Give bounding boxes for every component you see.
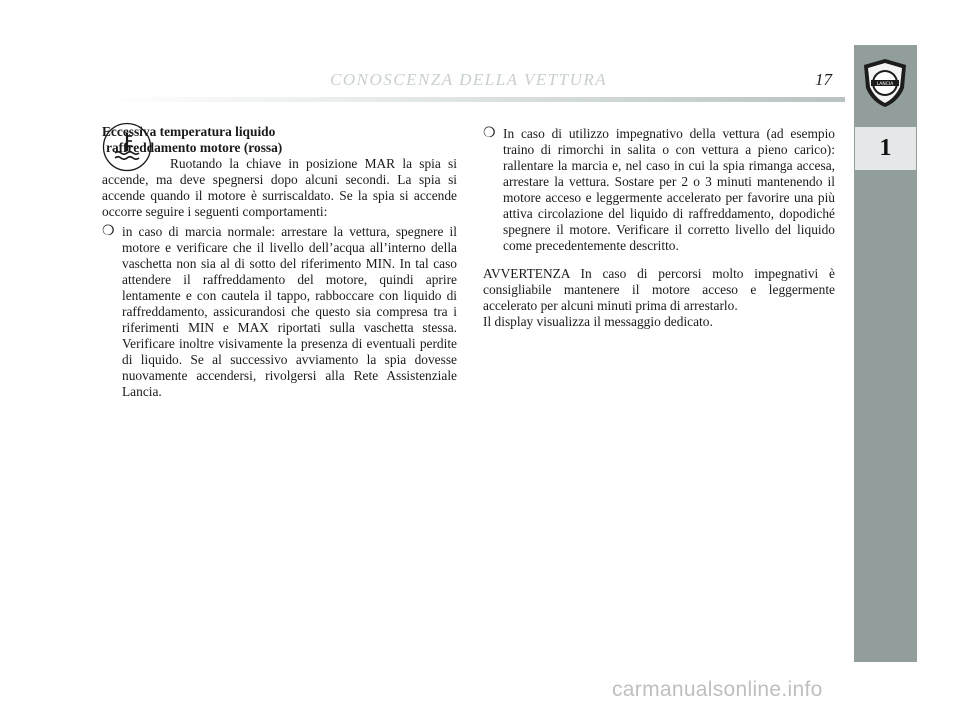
bullet-icon: ❍	[483, 126, 496, 141]
logo-text: LANCIA	[876, 82, 894, 87]
list-item-text: in caso di marcia normale: arrestare la vettura, spegnere il motore e verificare che il livello dell’acqua all’interno della vaschetta non sia al di sotto del riferimento MIN. In tal caso attendere il raffreddamento del motore, quindi aprire lentamente e con cautela il tappo, rabboccare con liquido di raffreddamento, assicurandosi che questo sia compresa tra i riferimenti MIN e MAX riportati sulla vaschetta stessa. Verificare inoltre visivamente la presenza di eventuali perdite di liquido. Se al successivo avviamento la spia dovesse nuovamente accendersi, rivolgersi alla Rete Assistenziale Lancia.	[122, 224, 457, 399]
list-item	[483, 126, 835, 254]
bullet-icon: ❍	[102, 224, 115, 239]
chapter-tab[interactable]: 1	[855, 127, 916, 170]
page-title: CONOSCENZA DELLA VETTURA	[330, 70, 608, 89]
watermark: carmanualsonline.info	[612, 678, 823, 701]
heading-line-1: Eccessiva temperatura liquido	[102, 124, 276, 139]
right-column	[483, 124, 835, 330]
intro-paragraph: Ruotando la chiave in posizione MAR la spia si accende, ma deve spegnersi dopo alcuni secondi. La spia si accende quando il motore è surriscaldato. Se la spia si accende occorre seguire i seguenti comportamenti:	[102, 156, 457, 219]
display-note: Il display visualizza il messaggio dedicato.	[483, 314, 713, 329]
page-number: 17	[815, 70, 832, 89]
list-item-text: In caso di utilizzo impegnativo della vettura (ad esempio traino di rimorchi in salita o con vettura a pieno carico): rallentare la marcia e, nel caso in cui la spia rimanga accesa, arrestare la vettura. Sostare per 2 o 3 minuti mantenendo il motore acceso e leggermente accelerato per favorire una più attiva circolazione del liquido di raffreddamento, dopodiché spegnere il motore. Verificare il corretto livello del liquido come precedentemente descritto.	[503, 126, 835, 253]
header-rule	[100, 97, 845, 102]
left-column	[102, 124, 457, 400]
warning-paragraph: AVVERTENZA In caso di percorsi molto impegnativi è consigliabile mantenere il motore acceso e leggermente accelerato per alcuni minuti prima di arrestarlo.	[483, 266, 835, 313]
lancia-shield-icon	[862, 58, 908, 108]
heading-line-2: raffreddamento motore (rossa)	[106, 140, 283, 155]
section-heading	[102, 124, 457, 156]
list-item	[102, 224, 457, 400]
